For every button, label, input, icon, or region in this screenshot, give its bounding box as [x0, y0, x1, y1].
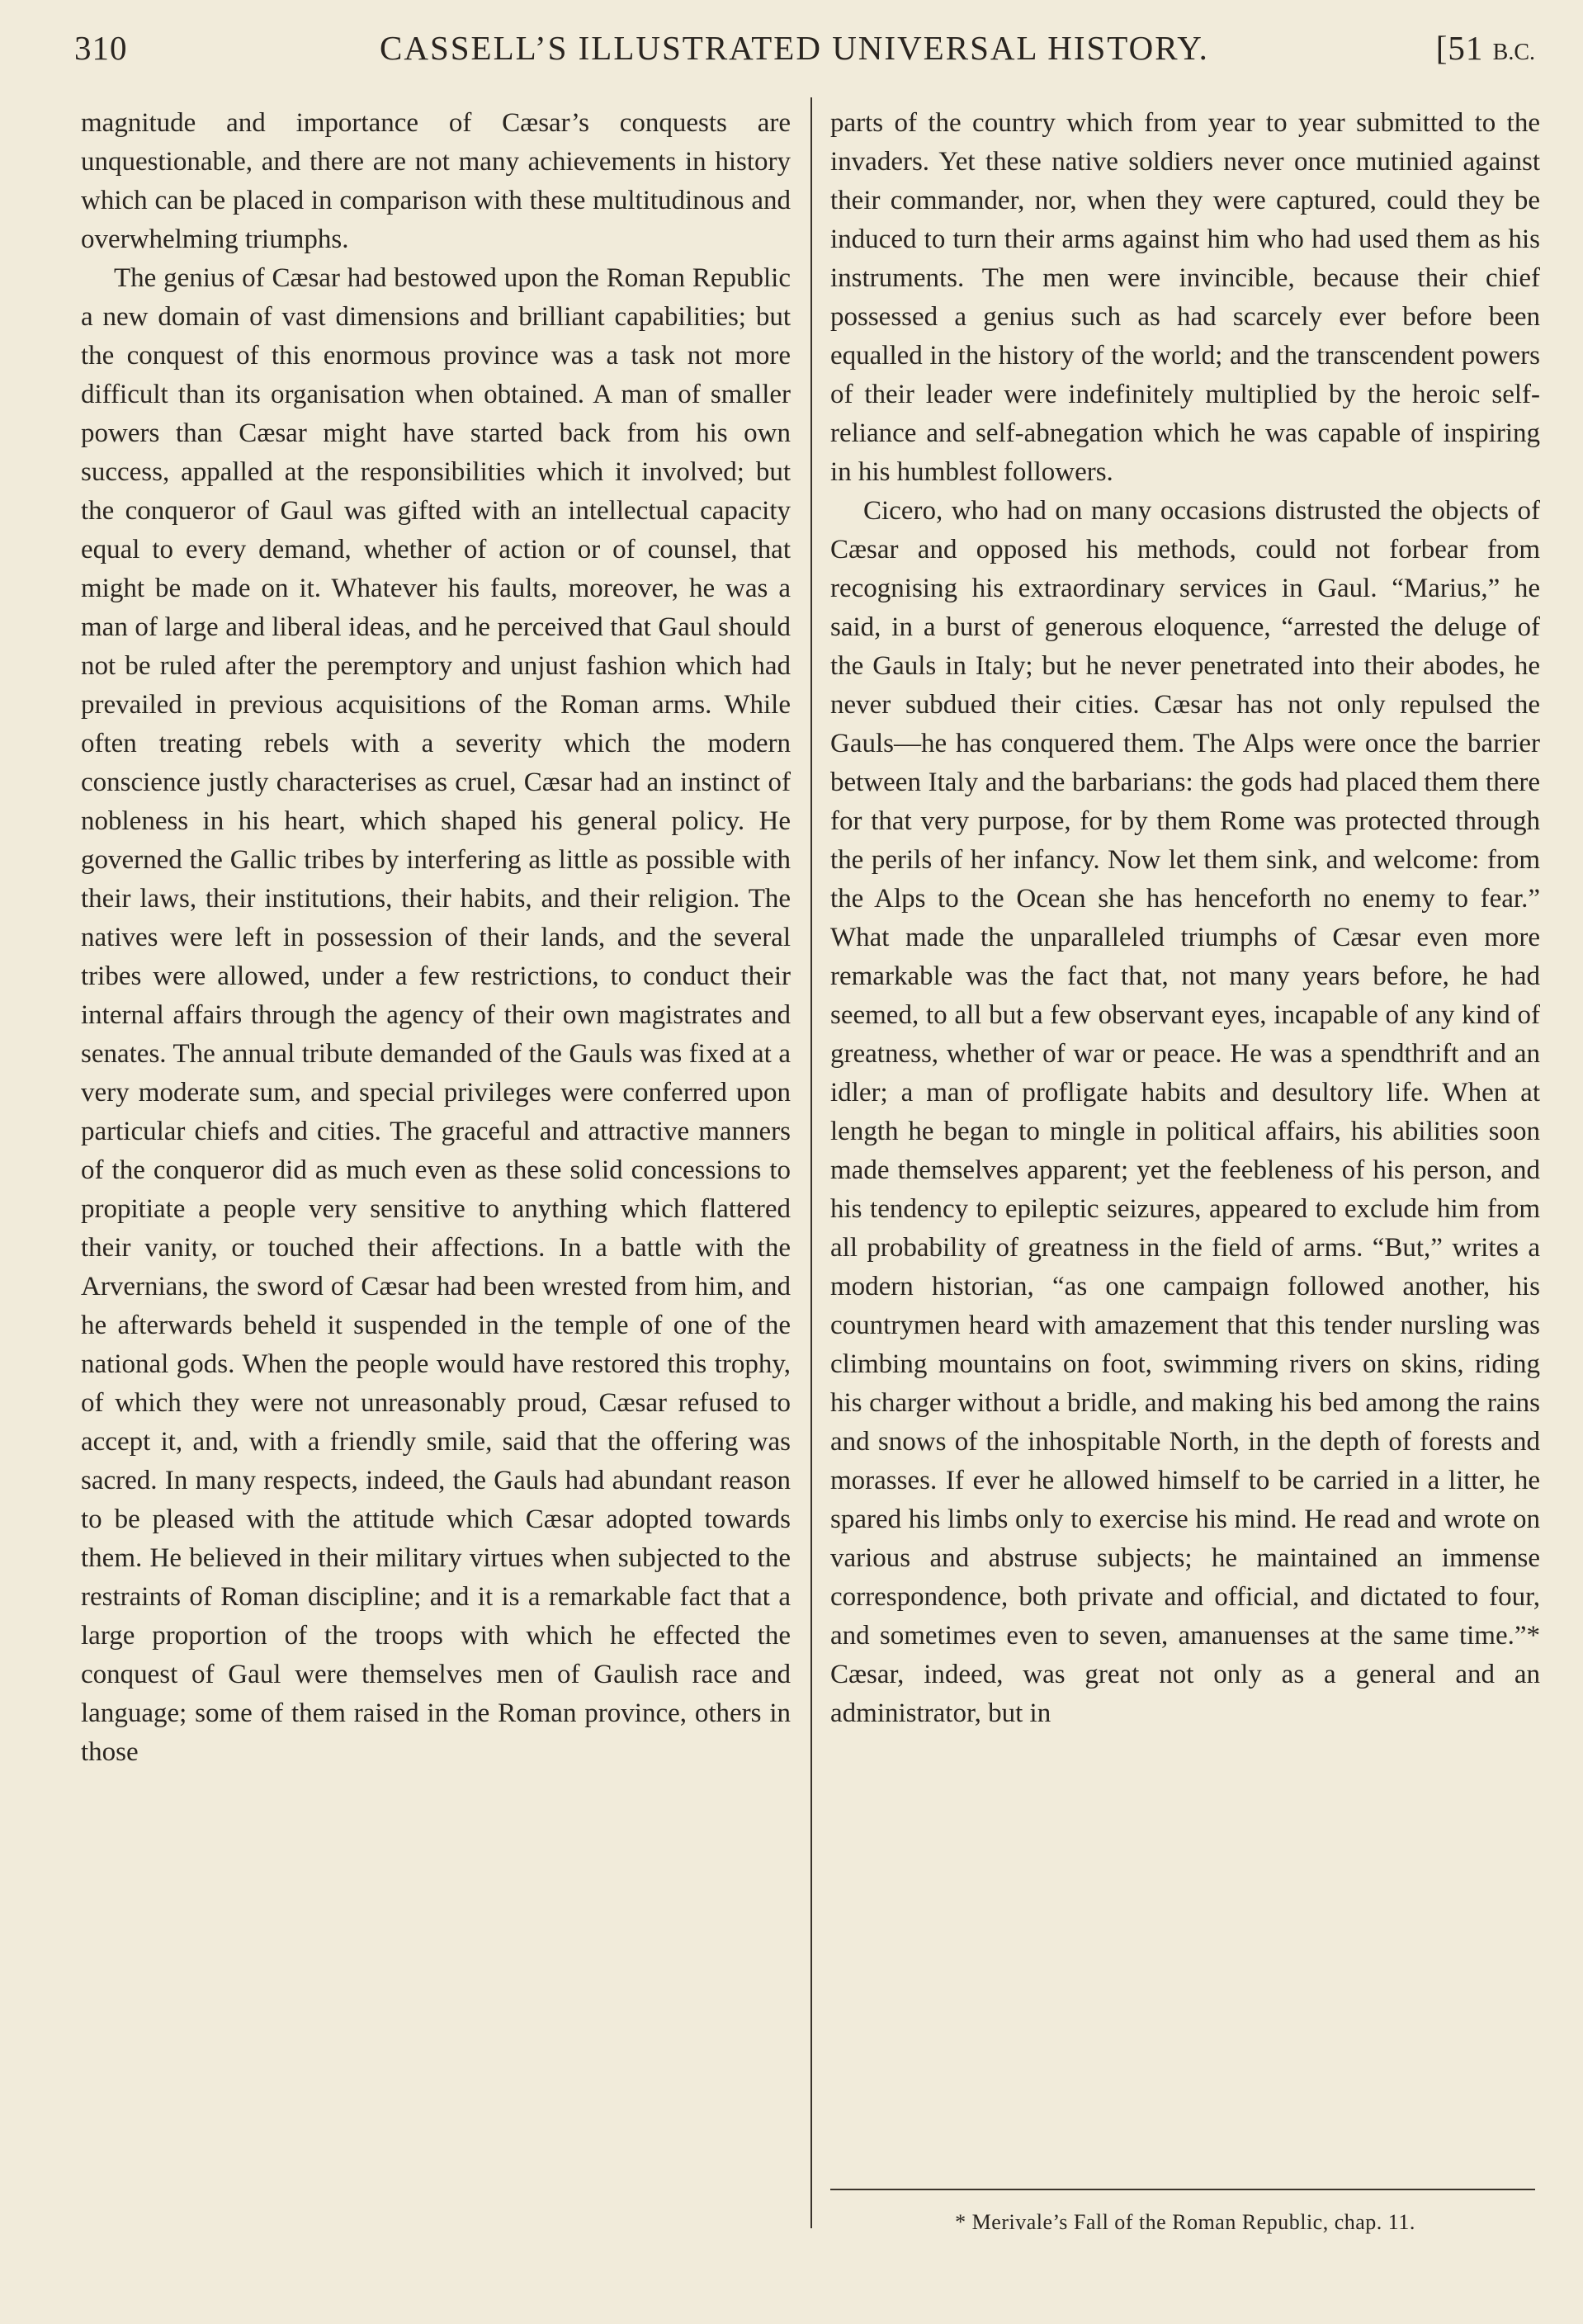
date-prefix: [51	[1435, 29, 1484, 67]
date-suffix: B.C.	[1492, 40, 1535, 65]
paragraph: The genius of Cæsar had bestowed upon the Roman Republic a new domain of vast dimensions and brilliant capabilities; but the conquest of this enormous province was a task not more difficult than its organisation when obtained. A man of smaller powers than Cæsar might have started back from his own success, appalled at the responsibilities which it involved; but the conqueror of Gaul was gifted with an intellectual capacity equal to every demand, whether of action or of counsel, that might be made on it. Whatever his faults, moreover, he was a man of large and liberal ideas, and he perceived that Gaul should not be ruled after the peremptory and unjust fashion which had prevailed in previous acquisitions of the Roman arms. While often treating rebels with a severity which the modern conscience justly characterises as cruel, Cæsar had an instinct of nobleness in his heart, which shaped his general policy. He governed the Gallic tribes by interfering as little as possible with their laws, their institutions, their habits, and their religion. The natives were left in possession of their lands, and the several tribes were allowed, under a few restrictions, to conduct their internal affairs through the agency of their own magistrates and senates. The annual tribute demanded of the Gauls was fixed at a very moderate sum, and special privileges were conferred upon particular chiefs and cities. The graceful and attractive manners of the conqueror did as much even as these solid concessions to propitiate a people very sensitive to anything which flattered their vanity, or touched their affections. In a battle with the Arvernians, the sword of Cæsar had been wrested from him, and he afterwards beheld it suspended in the temple of one of the national gods. When the people would have restored this trophy, of which they were not unreasonably proud, Cæsar refused to accept it, and, with a friendly smile, said that the offering was sacred. In many respects, indeed, the Gauls had abundant reason to be pleased with the attitude which Cæsar adopted towards them. He believed in their military virtues when subjected to the restraints of Roman discipline; and it is a remarkable fact that a large proportion of the troops with which he effected the conquest of Gaul were themselves men of Gaulish race and language; some of them raised in the Roman province, others in those	[81, 263, 791, 1767]
column-divider	[810, 97, 812, 2228]
paragraph: parts of the country which from year to year submitted to the invaders. Yet these native soldiers never once mutinied against their commander, nor, when they were captured, could they be induced to turn their arms against him who had used them as his instruments. The men were invincible, because their chief possessed a genius such as had scarcely ever before been equalled in the history of the world; and the transcendent powers of their leader were indefinitely multiplied by the heroic self-reliance and self-abnegation which he was capable of inspiring in his humblest followers.	[830, 108, 1540, 487]
date-tag	[1436, 28, 1535, 68]
running-title: CASSELL’S ILLUSTRATED UNIVERSAL HISTORY.	[380, 29, 1209, 67]
left-column	[81, 104, 791, 1772]
page-number: 310	[74, 29, 128, 67]
page-header	[74, 25, 1535, 74]
right-column	[830, 104, 1540, 1733]
paragraph: Cicero, who had on many occasions distrusted the objects of Cæsar and opposed his methods, could not forbear from recognising his extraordinary services in Gaul. “Marius,” he said, in a burst of generous eloquence, “arrested the deluge of the Gauls in Italy; but he never penetrated into their abodes, he never subdued their cities. Cæsar has not only repulsed the Gauls—he has conquered them. The Alps were once the barrier between Italy and the barbarians: the gods had placed them there for that very purpose, for by them Rome was protected through the perils of her infancy. Now let them sink, and welcome: from the Alps to the Ocean she has henceforth no enemy to fear.” What made the unparalleled triumphs of Cæsar even more remarkable was the fact that, not many years before, he had seemed, to all but a few observant eyes, incapable of any kind of greatness, whether of war or peace. He was a spendthrift and an idler; a man of profligate habits and desultory life. When at length he began to mingle in political affairs, his abilities soon made themselves apparent; yet the feebleness of his person, and his tendency to epileptic seizures, appeared to exclude him from all probability of greatness in the field of arms. “But,” writes a modern historian, “as one campaign followed another, his countrymen heard with amazement that this tender nursling was climbing mountains on foot, swimming rivers on skins, riding his charger without a bridle, and making his bed among the rains and snows of the inhospitable North, in the depth of forests and morasses. If ever he allowed himself to be carried in a litter, he spared his limbs only to exercise his mind. He read and wrote on various and abstruse subjects; he maintained an immense correspondence, both private and official, and dictated to four, and sometimes even to seven, amanuenses at the same time.”* Cæsar, indeed, was great not only as a general and an administrator, but in	[830, 496, 1540, 1728]
footnote: * Merivale’s Fall of the Roman Republic, chap. 11.	[955, 2210, 1415, 2234]
paragraph: magnitude and importance of Cæsar’s conquests are unquestionable, and there are not many achievements in history which can be placed in comparison with these multitudinous and overwhelming triumphs.	[81, 108, 791, 254]
footnote-rule	[830, 2189, 1535, 2190]
